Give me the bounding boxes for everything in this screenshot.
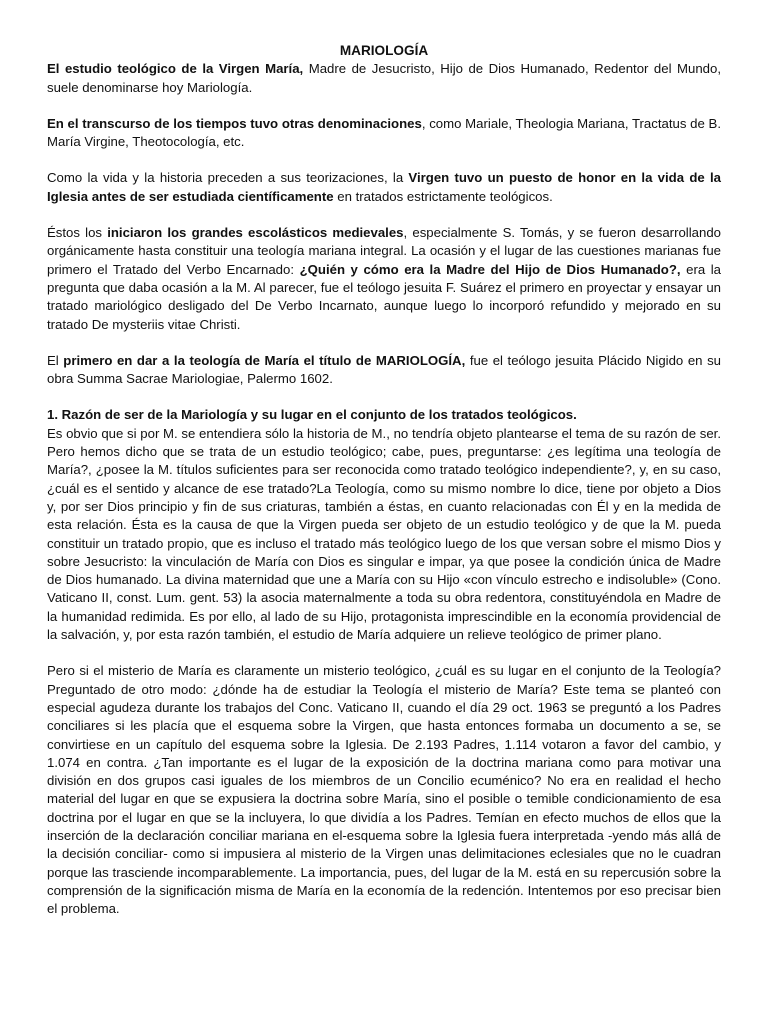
- paragraph-history-bold: Virgen tuvo un puesto de honor en la vida de la Iglesia antes de ser estudiada científicamente: [47, 170, 721, 204]
- paragraph-scholastics-bold2: ¿Quién y cómo era la Madre del Hijo de Dios Humanado?,: [299, 261, 681, 277]
- paragraph-first-title-bold: primero en dar a la teología de María el título de MARIOLOGÍA,: [63, 352, 466, 368]
- document-page: [47, 42, 721, 918]
- paragraph-history: [47, 169, 721, 206]
- paragraph-first-title: [47, 352, 721, 389]
- page-title: MARIOLOGÍA: [339, 43, 429, 58]
- paragraph-scholastics-pre: Éstos los: [47, 225, 108, 241]
- paragraph-first-title-post: fue el teólogo jesuita Plácido Nigido en su obra Summa Sacrae Mariologiae, Palermo 1602.: [47, 352, 721, 387]
- section-heading: 1. Razón de ser de la Mariología y su lugar en el conjunto de los tratados teológicos.: [47, 407, 577, 423]
- paragraph-place: Pero si el misterio de María es claramente un misterio teológico, ¿cuál es su lugar en el conjunto de la Teología? Preguntado de otro modo: ¿dónde ha de estudiar la Teología el misterio de María? Este tema se planteó con especial agudeza durante los trabajos del Conc. Vaticano II, cuando el día 29 oct. 1963 se preguntó a los Padres conciliares si les placía que el esquema sobre la Virgen, que hasta entonces formaba un documento a se, se convirtiese en un capítulo del esquema sobre la Iglesia. De 2.193 Padres, 1.114 votaron a favor del cambio, y 1.074 en contra. ¿Tan importante es el lugar de la exposición de la doctrina mariana como para motivar una división en dos grupos casi iguales de los miembros de un Concilio ecuménico? No era en realidad el hecho material del lugar en que se expusiera la doctrina sobre María, sino el posible o temible condicionamiento de esa doctrina por el lugar en que se la incluyera, lo que dividía a los Padres. Temían en efecto muchos de ellos que la inserción de la declaración conciliar mariana en el-esquema sobre la Iglesia fuera interpretada -yendo más allá de la decisión conciliar- como si impusiera al misterio de la Virgen unas delimitaciones eclesiales que no le cuadran porque las trasciende incomparablemente. La importancia, pues, del lugar de la M. está en su repercusión sobre la comprensión de la significación misma de María en la economía de la redención. Intentemos por eso precisar bien el problema.: [47, 663, 721, 917]
- paragraph-history-post: en tratados estrictamente teológicos.: [333, 188, 553, 204]
- paragraph-denominations-text: , como Mariale, Theologia Mariana, Tractatus de B. María Virgine, Theotocología, etc.: [47, 115, 721, 150]
- paragraph-scholastics-mid: , especialmente S. Tomás, y se fueron desarrollando orgánicamente hasta constituir una teología mariana integral. La ocasión y el lugar de las cuestiones marianas fue primero el Tratado del Verbo Encarnado:: [47, 225, 721, 277]
- paragraph-reason: Es obvio que si por M. se entendiera sólo la historia de M., no tendría objeto plantearse el tema de su razón de ser. Pero hemos dicho que se trata de un estudio teológico; cabe, pues, preguntarse: ¿es legítima una teología de María?, ¿posee la M. títulos suficientes para ser reconocida como tratado teológico independiente?, y, en su caso, ¿cuál es el sentido y alcance de ese tratado?La Teología, como su mismo nombre lo dice, tiene por objeto a Dios y, por ser Dios principio y fin de sus criaturas, también a éstas, en cuanto relacionadas con Él y en la medida de esta relación. Ésta es la causa de que la Virgen pueda ser objeto de un estudio teológico y de que la M. pueda constituir un tratado propio, que es incluso el tratado más teológico luego de los que versan sobre el mismo Dios y sobre Jesucristo: la vinculación de María con Dios es singular e impar, ya que posee la condición única de Madre de Dios humanado. La divina maternidad que une a María con su Hijo «con vínculo estrecho e indisoluble» (Cono. Vaticano II, const. Lum. gent. 53) la asocia maternalmente a toda su obra redentora, constituyéndola en Madre de la humanidad redimida. Es por ello, al lado de su Hijo, protagonista imprescindible en la economía providencial de la salvación, y, por esta razón también, el estudio de María adquiere un relieve teológico de primer plano.: [47, 425, 721, 643]
- paragraph-scholastics: [47, 224, 721, 334]
- paragraph-scholastics-post: era la pregunta que daba ocasión a la M. Al parecer, fue el teólogo jesuita F. Suárez el primero en proyectar y ensayar un tratado mariológico desligado del De Verbo Incarnato, aunque luego lo incorporó refundido y mejorado en su tratado De mysteriis vitae Christi.: [47, 261, 721, 332]
- paragraph-first-title-pre: El: [47, 352, 64, 368]
- paragraph-intro-bold: El estudio teológico de la Virgen María,: [47, 61, 304, 77]
- paragraph-intro-text: Madre de Jesucristo, Hijo de Dios Humanado, Redentor del Mundo, suele denominarse hoy Mariología.: [47, 61, 721, 95]
- paragraph-intro: [47, 60, 721, 97]
- paragraph-history-pre: Como la vida y la historia preceden a sus teorizaciones, la: [47, 170, 409, 186]
- paragraph-denominations: [47, 115, 721, 152]
- paragraph-scholastics-bold1: iniciaron los grandes escolásticos medievales: [107, 225, 404, 241]
- paragraph-denominations-bold: En el transcurso de los tiempos tuvo otras denominaciones: [47, 115, 422, 131]
